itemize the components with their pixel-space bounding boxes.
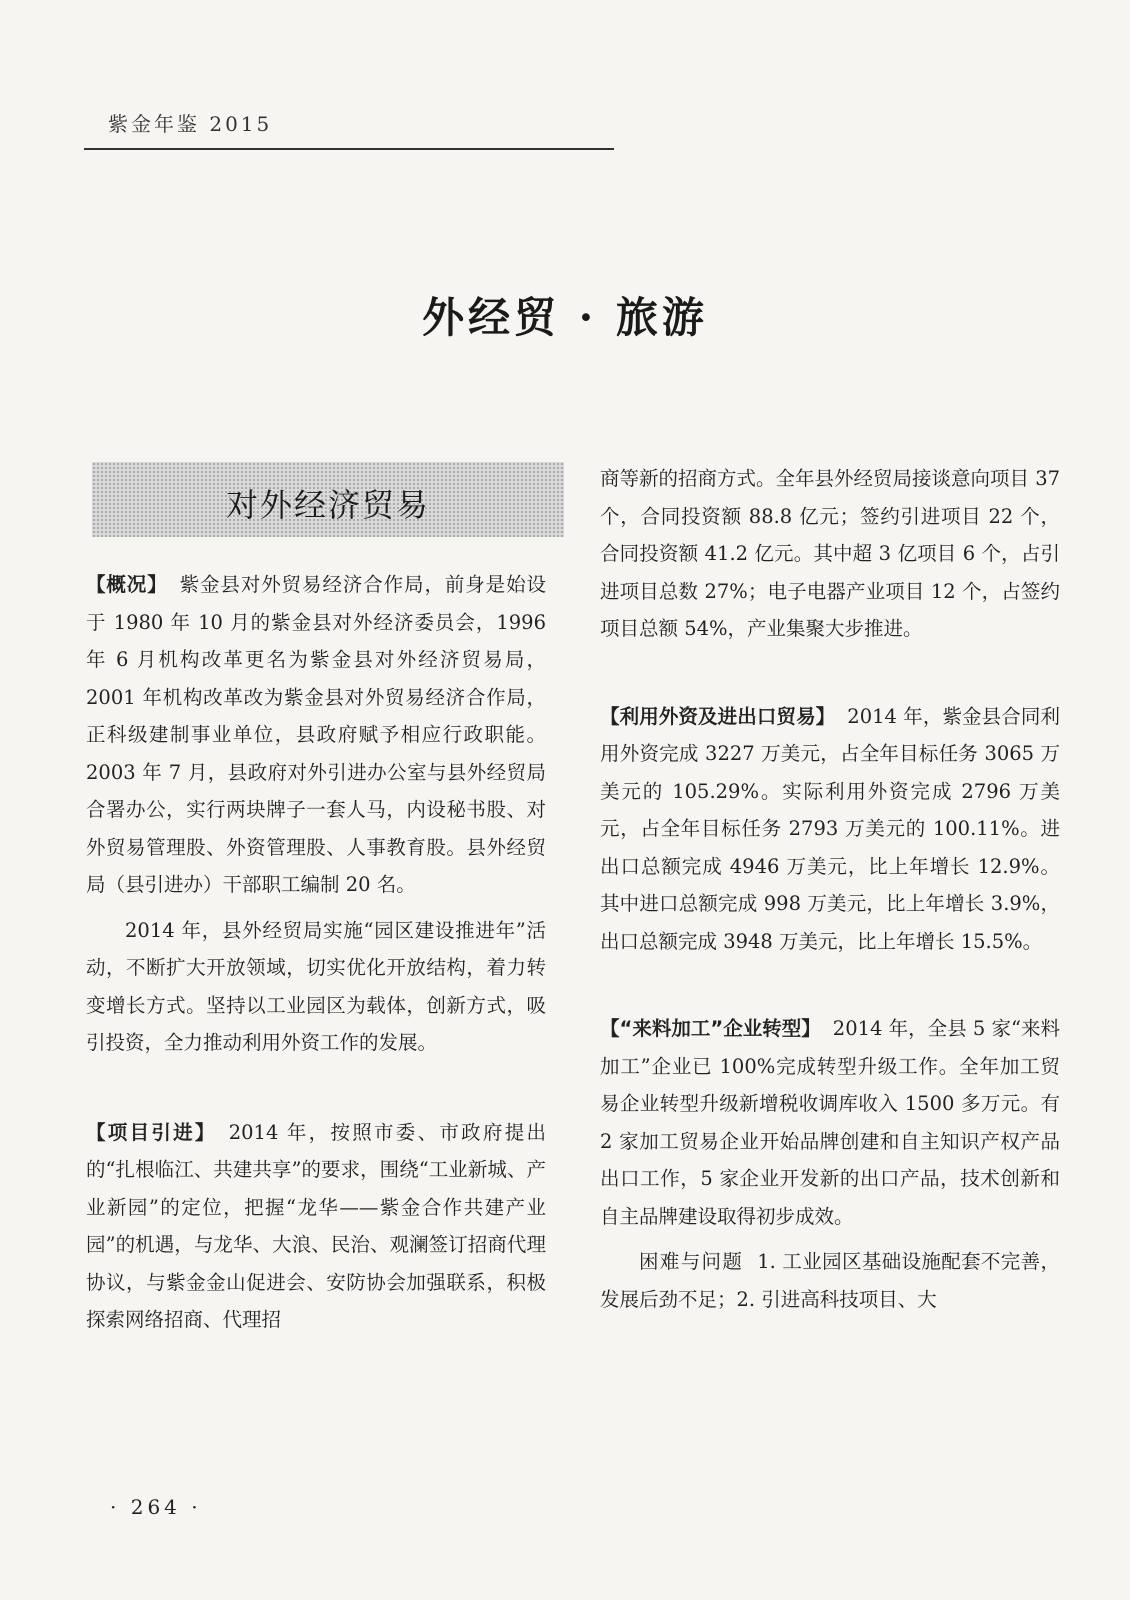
- paragraph-text: 2014 年，紫金县合同利用外资完成 3227 万美元，占全年目标任务 3065 万美元的 105.29%。实际利用外资完成 2796 万美元，占全年目标任务 2793 万美元的 100.11%。进出口总额完成 4946 万美元，比上年增长 12.9%。其中进口总额完成 998 万美元，比上年增长 3.9%，出口总额完成 3948 万美元，比上年增长 15.5%。: [600, 704, 1060, 953]
- keyword-label: 【概况】: [86, 573, 168, 596]
- keyword-label: 【“来料加工”企业转型】: [600, 1017, 821, 1040]
- header-rule: [84, 148, 614, 150]
- paragraph-text: 2014 年，全县 5 家“来料加工”企业已 100%完成转型升级工作。全年加工贸易企业转型升级新增税收调库收入 1500 多万元。有 2 家加工贸易企业开始品牌创建和自主知识产权产品出口工作，5 家企业开发新的出口产品，技术创新和自主品牌建设取得初步成效。: [600, 1017, 1060, 1228]
- keyword-label: 【项目引进】: [86, 1120, 217, 1144]
- section-title-box: [92, 462, 564, 537]
- keyword-label: 【利用外资及进出口贸易】: [600, 704, 836, 728]
- chapter-title: 外经贸 · 旅游: [422, 293, 708, 342]
- running-header: 紫金年鉴 2015: [108, 112, 273, 136]
- paragraph-difficulties: [600, 1243, 1060, 1318]
- paragraph-continued: 商等新的招商方式。全年县外经贸局接谈意向项目 37 个，合同投资额 88.8 亿元；签约引进项目 22 个，合同投资额 41.2 亿元。其中超 3 亿项目 6 个，占引进项目总数 27%；电子电器产业项目 12 个，占签约项目总额 54%，产业集聚大步推进。: [600, 467, 1061, 640]
- paragraph-activity: 2014 年，县外经贸局实施“园区建设推进年”活动，不断扩大开放领域，切实优化开放结构，着力转变增长方式。坚持以工业园区为载体，创新方式，吸引投资，全力推动利用外资工作的发展。: [86, 918, 546, 1054]
- left-column: [86, 566, 546, 1339]
- paragraph-processing-transformation: [600, 1010, 1060, 1235]
- paragraph-foreign-investment: [600, 698, 1060, 961]
- paragraph-project-introduction: [86, 1114, 546, 1339]
- right-column: [600, 460, 1060, 1318]
- subheading-label: 困难与问题: [639, 1250, 744, 1273]
- paragraph-text: 1. 工业园区基础设施配套不完善，发展后劲不足；2. 引进高科技项目、大: [600, 1250, 1060, 1311]
- paragraph-overview: [86, 566, 546, 904]
- paragraph-text: 2014 年，按照市委、市政府提出的“扎根临江、共建共享”的要求，围绕“工业新城、产业新园”的定位，把握“龙华——紫金合作共建产业园”的机遇，与龙华、大浪、民治、观澜签订招商代理协议，与紫金金山促进会、安防协会加强联系，积极探索网络招商、代理招: [86, 1120, 546, 1331]
- paragraph-text: 紫金县对外贸易经济合作局，前身是始设于 1980 年 10 月的紫金县对外经济委员会，1996 年 6 月机构改革更名为紫金县对外经济贸易局，2001 年机构改革改为紫金县对外贸易经济合作局，正科级建制事业单位，县政府赋予相应行政职能。2003 年 7 月，县政府对外引进办公室与县外经贸局合署办公，实行两块牌子一套人马，内设秘书股、对外贸易管理股、外资管理股、人事教育股。县外经贸局（县引进办）干部职工编制 20 名。: [86, 573, 546, 896]
- section-title: 对外经济贸易: [225, 486, 430, 524]
- page-number: · 264 ·: [110, 1495, 202, 1519]
